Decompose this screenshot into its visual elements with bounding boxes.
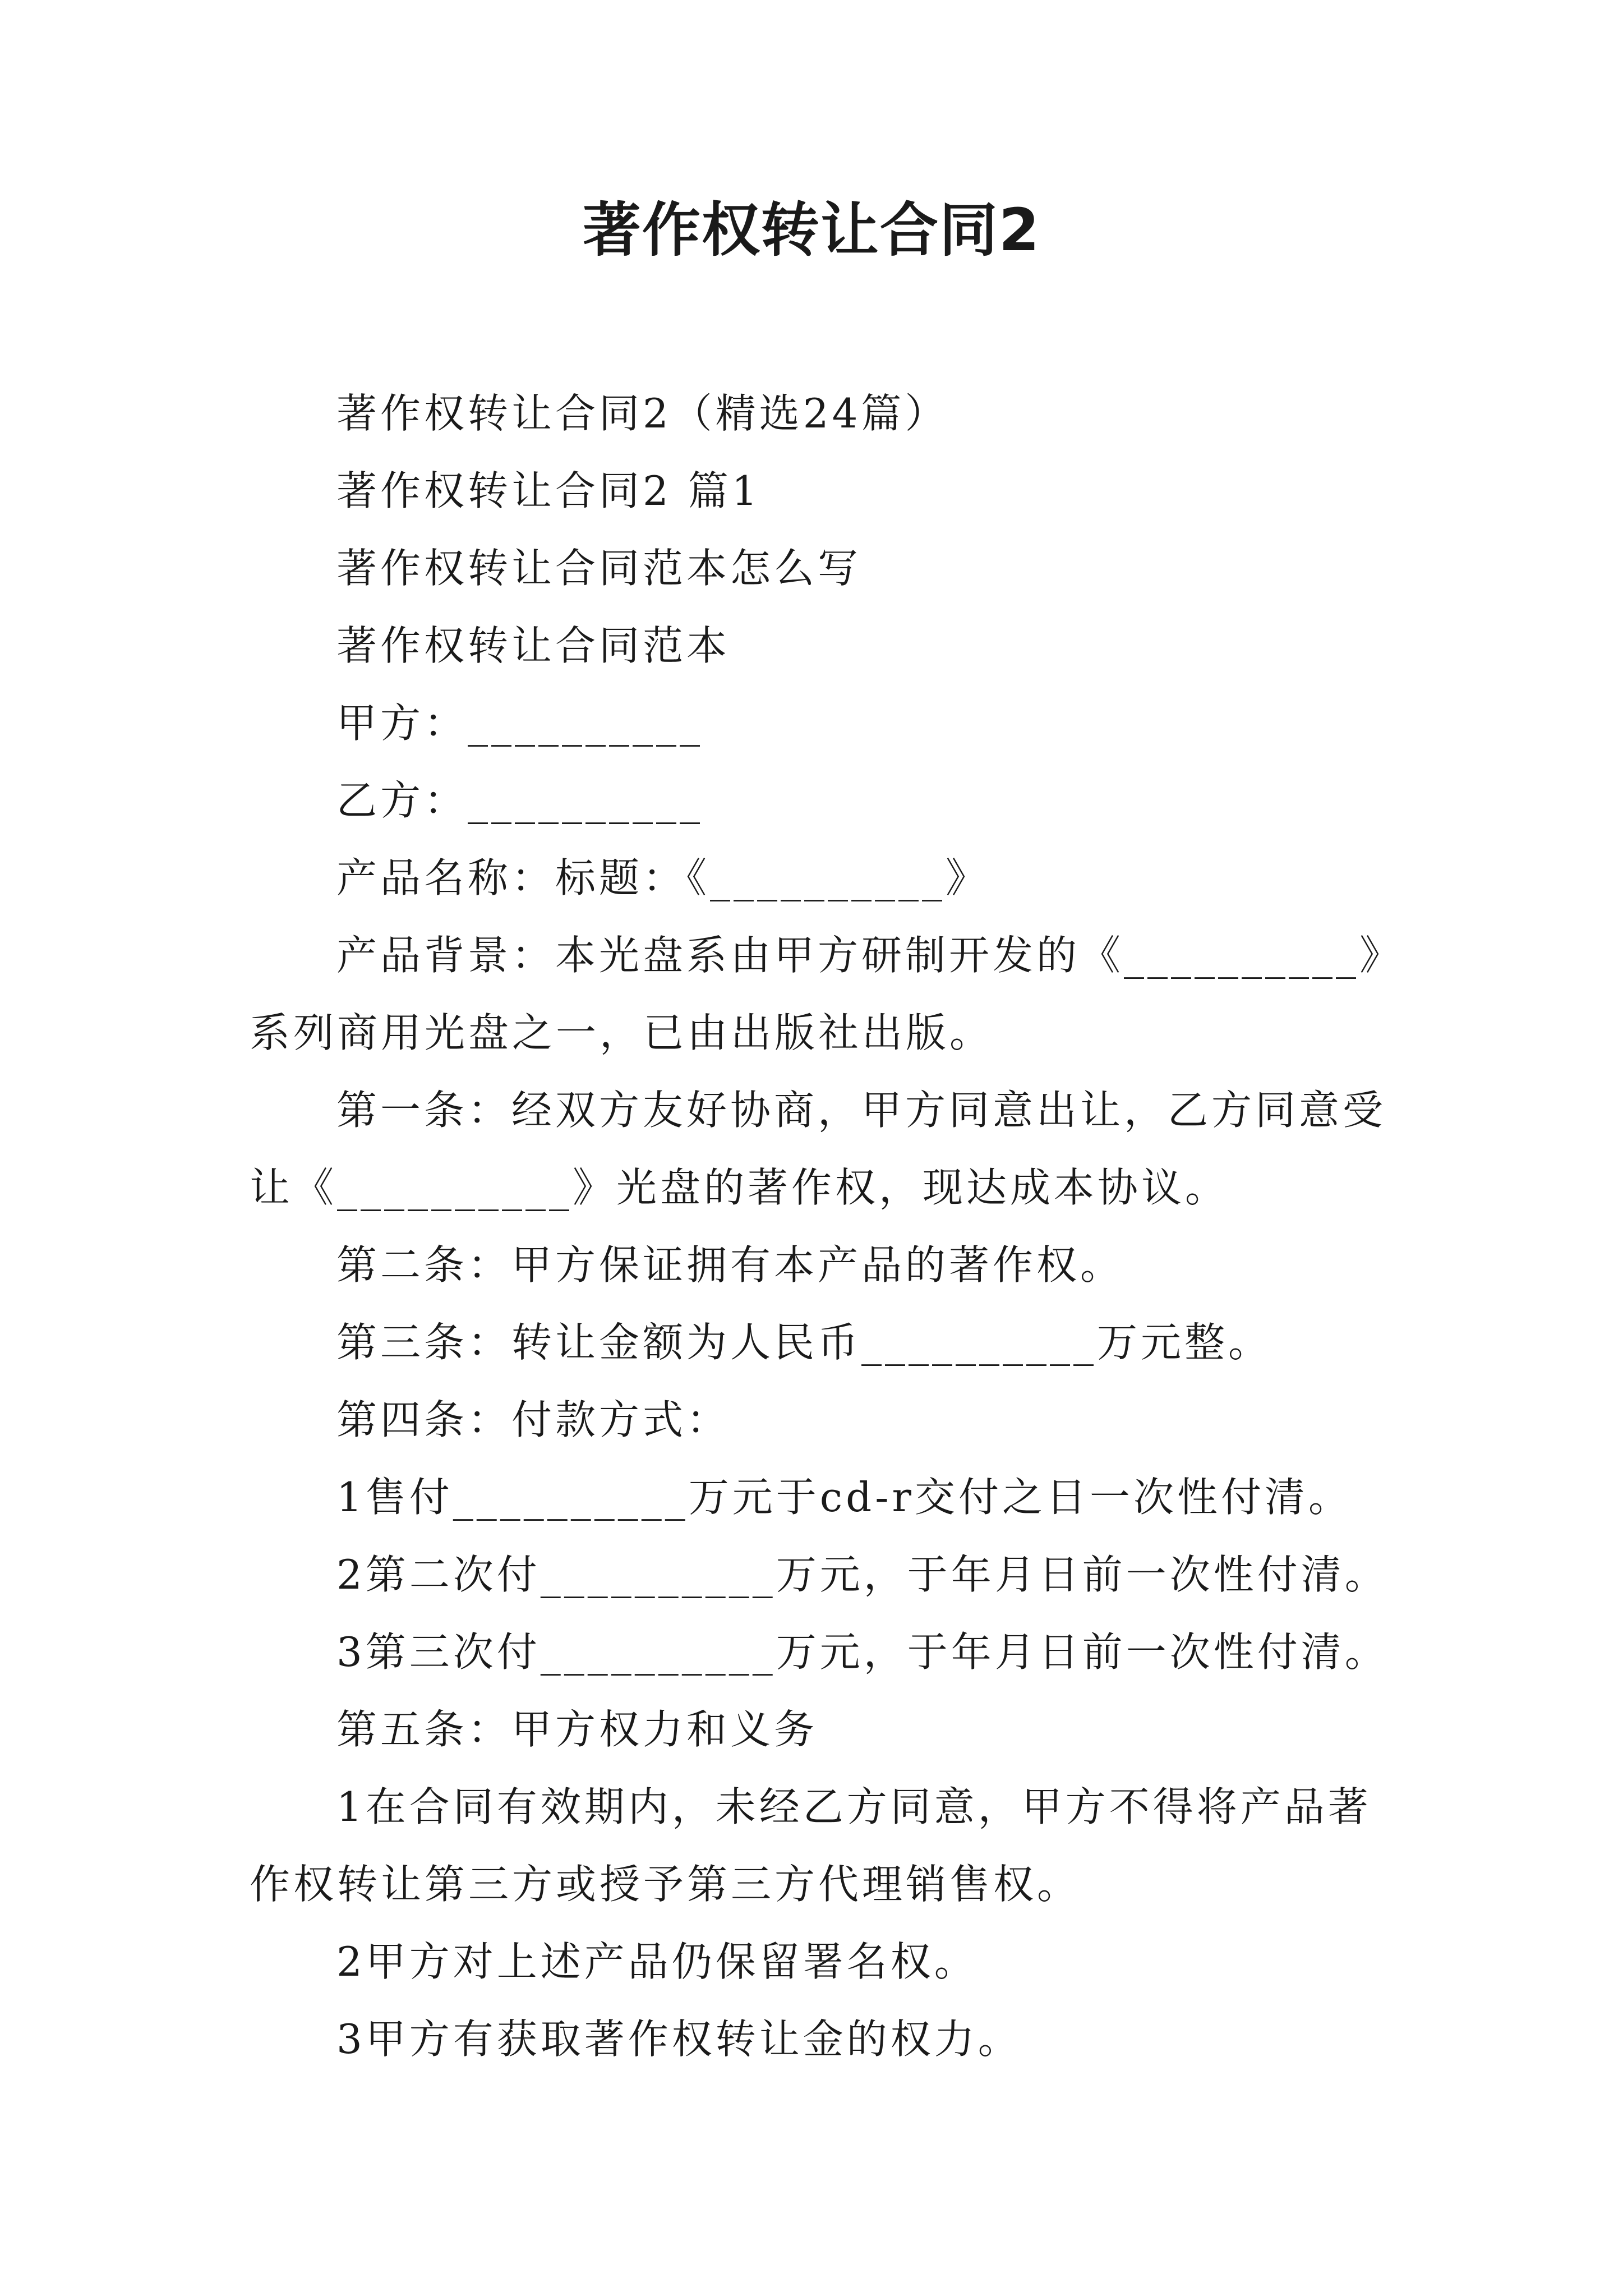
product-name-line: 产品名称：标题：《__________》 bbox=[336, 854, 990, 901]
article-2: 第二条：甲方保证拥有本产品的著作权。 bbox=[336, 1241, 1124, 1289]
product-background: 产品背景：本光盘系由甲方研制开发的《__________》系列商用光盘之一，已由出版社出版。 bbox=[250, 932, 1384, 1056]
article-1: 第一条：经双方友好协商，甲方同意出让，乙方同意受让《__________》光盘的著作权，现达成本协议。 bbox=[250, 1087, 1387, 1211]
document-body bbox=[250, 375, 1394, 2078]
paragraph: 著作权转让合同范本 bbox=[336, 622, 731, 669]
paragraph: 著作权转让合同2（精选24篇） bbox=[336, 390, 949, 437]
party-a-line: 甲方：__________ bbox=[336, 700, 704, 747]
article-5: 第五条：甲方权力和义务 bbox=[336, 1706, 818, 1753]
article-4: 第四条：付款方式： bbox=[336, 1396, 731, 1443]
payment-item-1: 1售付__________万元于cd-r交付之日一次性付清。 bbox=[336, 1474, 1352, 1521]
article-5-item-3: 3甲方有获取著作权转让金的权力。 bbox=[336, 2016, 1022, 2063]
article-5-item-1: 1在合同有效期内，未经乙方同意，甲方不得将产品著作权转让第三方或授予第三方代理销售权。 bbox=[250, 1783, 1372, 1908]
payment-item-2: 2第二次付__________万元，于年月日前一次性付清。 bbox=[336, 1551, 1389, 1598]
document-title: 著作权转让合同2 bbox=[582, 196, 1041, 264]
party-b-line: 乙方：__________ bbox=[336, 777, 704, 824]
paragraph: 著作权转让合同2 篇1 bbox=[336, 467, 761, 514]
payment-item-3: 3第三次付__________万元，于年月日前一次性付清。 bbox=[336, 1628, 1389, 1676]
paragraph: 著作权转让合同范本怎么写 bbox=[336, 545, 862, 592]
article-3: 第三条：转让金额为人民币__________万元整。 bbox=[336, 1319, 1272, 1366]
article-5-item-2: 2甲方对上述产品仍保留署名权。 bbox=[336, 1938, 978, 1985]
